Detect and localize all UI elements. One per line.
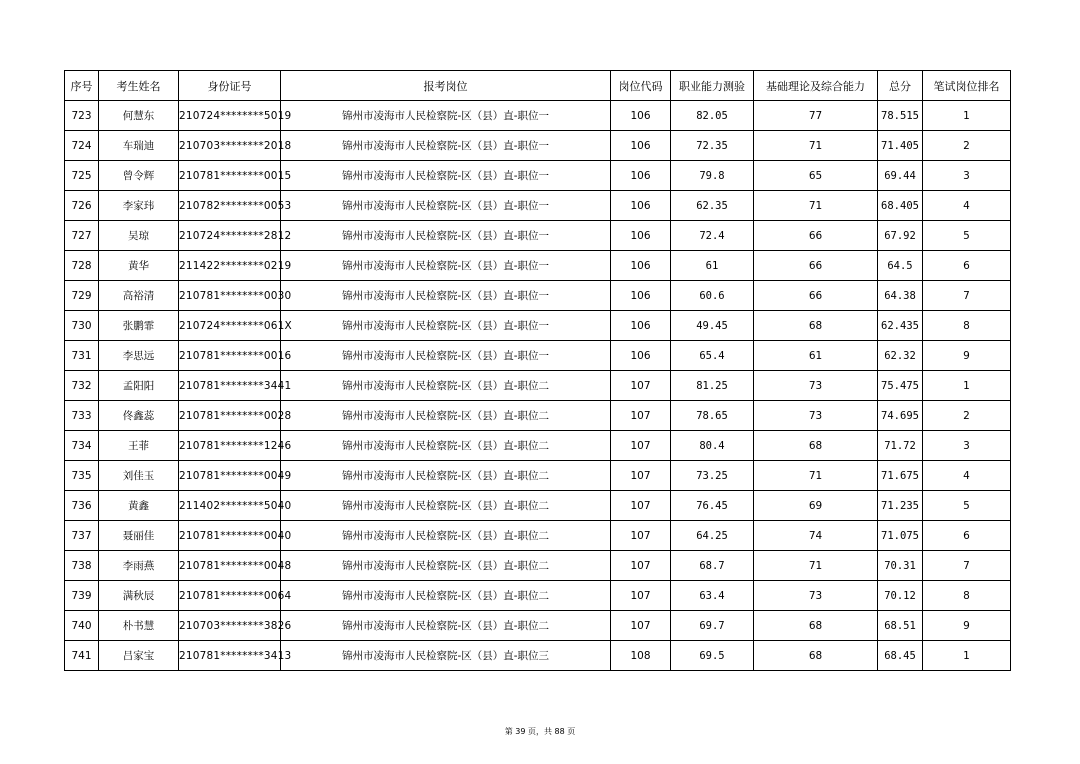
rank-cell: 9 <box>923 611 1011 641</box>
rank-cell: 1 <box>923 371 1011 401</box>
aptitude-score-cell: 62.35 <box>671 191 754 221</box>
total-score-cell: 70.31 <box>878 551 923 581</box>
post-code-cell: 107 <box>611 551 671 581</box>
page-number: 第 39 页，共 88 页 <box>504 727 576 736</box>
total-score-cell: 74.695 <box>878 401 923 431</box>
theory-score-cell: 68 <box>754 311 878 341</box>
post-cell: 锦州市凌海市人民检察院-区（县）直-职位二 <box>281 371 611 401</box>
theory-score-cell: 66 <box>754 281 878 311</box>
header-row <box>65 71 1011 101</box>
name-cell: 吴琼 <box>99 221 179 251</box>
post-code-cell: 107 <box>611 461 671 491</box>
theory-score-cell: 73 <box>754 371 878 401</box>
theory-score-cell: 68 <box>754 611 878 641</box>
rank-cell: 6 <box>923 251 1011 281</box>
seq-cell: 737 <box>65 521 99 551</box>
theory-score-cell: 71 <box>754 551 878 581</box>
name-cell: 孟阳阳 <box>99 371 179 401</box>
theory-score-cell: 65 <box>754 161 878 191</box>
table-row <box>65 461 1011 491</box>
post-cell: 锦州市凌海市人民检察院-区（县）直-职位二 <box>281 581 611 611</box>
post-code-cell: 106 <box>611 251 671 281</box>
id-number-cell: 210724********2812 <box>179 221 281 251</box>
id-number-cell: 210703********2018 <box>179 131 281 161</box>
header-name: 考生姓名 <box>99 71 179 101</box>
post-cell: 锦州市凌海市人民检察院-区（县）直-职位一 <box>281 311 611 341</box>
post-cell: 锦州市凌海市人民检察院-区（县）直-职位一 <box>281 161 611 191</box>
post-cell: 锦州市凌海市人民检察院-区（县）直-职位一 <box>281 341 611 371</box>
post-code-cell: 106 <box>611 131 671 161</box>
aptitude-score-cell: 49.45 <box>671 311 754 341</box>
rank-cell: 3 <box>923 431 1011 461</box>
id-number-cell: 210724********5019 <box>179 101 281 131</box>
name-cell: 佟鑫蕊 <box>99 401 179 431</box>
name-cell: 车瑞迪 <box>99 131 179 161</box>
rank-cell: 7 <box>923 551 1011 581</box>
seq-cell: 725 <box>65 161 99 191</box>
post-code-cell: 106 <box>611 341 671 371</box>
id-number-cell: 210781********0016 <box>179 341 281 371</box>
aptitude-score-cell: 69.7 <box>671 611 754 641</box>
rank-cell: 2 <box>923 401 1011 431</box>
post-code-cell: 107 <box>611 611 671 641</box>
theory-score-cell: 69 <box>754 491 878 521</box>
id-number-cell: 210781********3413 <box>179 641 281 671</box>
seq-cell: 732 <box>65 371 99 401</box>
table-row <box>65 371 1011 401</box>
aptitude-score-cell: 76.45 <box>671 491 754 521</box>
post-cell: 锦州市凌海市人民检察院-区（县）直-职位二 <box>281 431 611 461</box>
aptitude-score-cell: 72.35 <box>671 131 754 161</box>
name-cell: 王菲 <box>99 431 179 461</box>
table-row <box>65 161 1011 191</box>
table-row <box>65 521 1011 551</box>
aptitude-score-cell: 65.4 <box>671 341 754 371</box>
table-row <box>65 551 1011 581</box>
id-number-cell: 210781********0048 <box>179 551 281 581</box>
post-cell: 锦州市凌海市人民检察院-区（县）直-职位二 <box>281 611 611 641</box>
total-score-cell: 62.32 <box>878 341 923 371</box>
post-cell: 锦州市凌海市人民检察院-区（县）直-职位一 <box>281 281 611 311</box>
table-row <box>65 251 1011 281</box>
header-total-score: 总分 <box>878 71 923 101</box>
theory-score-cell: 68 <box>754 641 878 671</box>
rank-cell: 5 <box>923 221 1011 251</box>
name-cell: 曾令辉 <box>99 161 179 191</box>
theory-score-cell: 66 <box>754 251 878 281</box>
table-row <box>65 491 1011 521</box>
table-row <box>65 131 1011 161</box>
table-row <box>65 101 1011 131</box>
seq-cell: 734 <box>65 431 99 461</box>
header-theory-score: 基础理论及综合能力 <box>754 71 878 101</box>
post-code-cell: 107 <box>611 581 671 611</box>
header-aptitude-score: 职业能力测验 <box>671 71 754 101</box>
total-score-cell: 75.475 <box>878 371 923 401</box>
rank-cell: 8 <box>923 581 1011 611</box>
seq-cell: 730 <box>65 311 99 341</box>
header-post-code: 岗位代码 <box>611 71 671 101</box>
id-number-cell: 210781********1246 <box>179 431 281 461</box>
id-number-cell: 211402********5040 <box>179 491 281 521</box>
theory-score-cell: 61 <box>754 341 878 371</box>
post-cell: 锦州市凌海市人民检察院-区（县）直-职位一 <box>281 221 611 251</box>
seq-cell: 723 <box>65 101 99 131</box>
aptitude-score-cell: 64.25 <box>671 521 754 551</box>
total-score-cell: 69.44 <box>878 161 923 191</box>
rank-cell: 7 <box>923 281 1011 311</box>
name-cell: 李雨燕 <box>99 551 179 581</box>
table-row <box>65 641 1011 671</box>
post-code-cell: 107 <box>611 521 671 551</box>
post-cell: 锦州市凌海市人民检察院-区（县）直-职位一 <box>281 251 611 281</box>
name-cell: 聂丽佳 <box>99 521 179 551</box>
name-cell: 黄华 <box>99 251 179 281</box>
seq-cell: 736 <box>65 491 99 521</box>
aptitude-score-cell: 68.7 <box>671 551 754 581</box>
seq-cell: 733 <box>65 401 99 431</box>
seq-cell: 731 <box>65 341 99 371</box>
post-code-cell: 106 <box>611 161 671 191</box>
rank-cell: 8 <box>923 311 1011 341</box>
post-cell: 锦州市凌海市人民检察院-区（县）直-职位一 <box>281 191 611 221</box>
name-cell: 高裕清 <box>99 281 179 311</box>
aptitude-score-cell: 82.05 <box>671 101 754 131</box>
name-cell: 李家玮 <box>99 191 179 221</box>
theory-score-cell: 73 <box>754 581 878 611</box>
post-cell: 锦州市凌海市人民检察院-区（县）直-职位一 <box>281 131 611 161</box>
total-score-cell: 64.5 <box>878 251 923 281</box>
seq-cell: 727 <box>65 221 99 251</box>
aptitude-score-cell: 63.4 <box>671 581 754 611</box>
theory-score-cell: 73 <box>754 401 878 431</box>
name-cell: 朴书慧 <box>99 611 179 641</box>
id-number-cell: 210781********0064 <box>179 581 281 611</box>
name-cell: 黄鑫 <box>99 491 179 521</box>
id-number-cell: 210724********061X <box>179 311 281 341</box>
total-score-cell: 71.405 <box>878 131 923 161</box>
theory-score-cell: 77 <box>754 101 878 131</box>
post-cell: 锦州市凌海市人民检察院-区（县）直-职位二 <box>281 461 611 491</box>
post-code-cell: 107 <box>611 491 671 521</box>
id-number-cell: 210781********0028 <box>179 401 281 431</box>
total-score-cell: 71.235 <box>878 491 923 521</box>
table-row <box>65 611 1011 641</box>
aptitude-score-cell: 61 <box>671 251 754 281</box>
aptitude-score-cell: 73.25 <box>671 461 754 491</box>
header-post: 报考岗位 <box>281 71 611 101</box>
rank-cell: 4 <box>923 191 1011 221</box>
seq-cell: 741 <box>65 641 99 671</box>
table-body <box>65 101 1011 671</box>
total-score-cell: 71.075 <box>878 521 923 551</box>
post-code-cell: 106 <box>611 191 671 221</box>
table-row <box>65 341 1011 371</box>
post-code-cell: 106 <box>611 311 671 341</box>
total-score-cell: 71.675 <box>878 461 923 491</box>
theory-score-cell: 66 <box>754 221 878 251</box>
rank-cell: 9 <box>923 341 1011 371</box>
total-score-cell: 71.72 <box>878 431 923 461</box>
rank-cell: 6 <box>923 521 1011 551</box>
table-row <box>65 221 1011 251</box>
total-score-cell: 68.405 <box>878 191 923 221</box>
theory-score-cell: 71 <box>754 461 878 491</box>
id-number-cell: 210782********0053 <box>179 191 281 221</box>
name-cell: 满秋辰 <box>99 581 179 611</box>
aptitude-score-cell: 80.4 <box>671 431 754 461</box>
post-code-cell: 107 <box>611 371 671 401</box>
post-code-cell: 107 <box>611 431 671 461</box>
post-cell: 锦州市凌海市人民检察院-区（县）直-职位二 <box>281 401 611 431</box>
aptitude-score-cell: 78.65 <box>671 401 754 431</box>
name-cell: 何慧东 <box>99 101 179 131</box>
aptitude-score-cell: 69.5 <box>671 641 754 671</box>
theory-score-cell: 71 <box>754 191 878 221</box>
theory-score-cell: 71 <box>754 131 878 161</box>
rank-cell: 3 <box>923 161 1011 191</box>
rank-cell: 4 <box>923 461 1011 491</box>
seq-cell: 735 <box>65 461 99 491</box>
id-number-cell: 210703********3826 <box>179 611 281 641</box>
seq-cell: 740 <box>65 611 99 641</box>
rank-cell: 5 <box>923 491 1011 521</box>
aptitude-score-cell: 60.6 <box>671 281 754 311</box>
id-number-cell: 210781********0030 <box>179 281 281 311</box>
total-score-cell: 68.45 <box>878 641 923 671</box>
name-cell: 刘佳玉 <box>99 461 179 491</box>
total-score-cell: 68.51 <box>878 611 923 641</box>
aptitude-score-cell: 81.25 <box>671 371 754 401</box>
post-cell: 锦州市凌海市人民检察院-区（县）直-职位二 <box>281 521 611 551</box>
table-row <box>65 191 1011 221</box>
table-row <box>65 401 1011 431</box>
seq-cell: 739 <box>65 581 99 611</box>
post-code-cell: 107 <box>611 401 671 431</box>
total-score-cell: 67.92 <box>878 221 923 251</box>
name-cell: 张鹏霏 <box>99 311 179 341</box>
id-number-cell: 211422********0219 <box>179 251 281 281</box>
table-row <box>65 431 1011 461</box>
total-score-cell: 70.12 <box>878 581 923 611</box>
post-cell: 锦州市凌海市人民检察院-区（县）直-职位三 <box>281 641 611 671</box>
total-score-cell: 78.515 <box>878 101 923 131</box>
aptitude-score-cell: 72.4 <box>671 221 754 251</box>
name-cell: 吕家宝 <box>99 641 179 671</box>
seq-cell: 726 <box>65 191 99 221</box>
rank-cell: 1 <box>923 101 1011 131</box>
results-table <box>64 70 1011 671</box>
seq-cell: 729 <box>65 281 99 311</box>
name-cell: 李思远 <box>99 341 179 371</box>
id-number-cell: 210781********3441 <box>179 371 281 401</box>
header-id-number: 身份证号 <box>179 71 281 101</box>
post-code-cell: 106 <box>611 281 671 311</box>
rank-cell: 1 <box>923 641 1011 671</box>
table-row <box>65 311 1011 341</box>
post-code-cell: 106 <box>611 221 671 251</box>
id-number-cell: 210781********0015 <box>179 161 281 191</box>
rank-cell: 2 <box>923 131 1011 161</box>
header-rank: 笔试岗位排名 <box>923 71 1011 101</box>
theory-score-cell: 68 <box>754 431 878 461</box>
theory-score-cell: 74 <box>754 521 878 551</box>
table-row <box>65 281 1011 311</box>
id-number-cell: 210781********0040 <box>179 521 281 551</box>
post-code-cell: 106 <box>611 101 671 131</box>
total-score-cell: 62.435 <box>878 311 923 341</box>
seq-cell: 728 <box>65 251 99 281</box>
total-score-cell: 64.38 <box>878 281 923 311</box>
table-row <box>65 581 1011 611</box>
post-cell: 锦州市凌海市人民检察院-区（县）直-职位一 <box>281 101 611 131</box>
aptitude-score-cell: 79.8 <box>671 161 754 191</box>
id-number-cell: 210781********0049 <box>179 461 281 491</box>
header-seq: 序号 <box>65 71 99 101</box>
post-code-cell: 108 <box>611 641 671 671</box>
seq-cell: 724 <box>65 131 99 161</box>
post-cell: 锦州市凌海市人民检察院-区（县）直-职位二 <box>281 551 611 581</box>
post-cell: 锦州市凌海市人民检察院-区（县）直-职位二 <box>281 491 611 521</box>
seq-cell: 738 <box>65 551 99 581</box>
